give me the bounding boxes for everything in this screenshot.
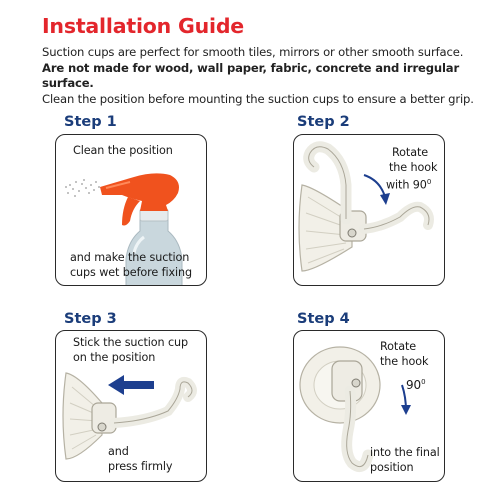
step-3-instruction-bottom-1: and xyxy=(108,445,129,458)
intro-line-3: Clean the position before mounting the suction cups to ensure a better grip. xyxy=(42,91,474,106)
intro-line-2-warning: Are not made for wood, wall paper, fabric, concrete and irregular surface. xyxy=(42,60,460,90)
step-2-panel xyxy=(293,134,445,286)
step-2-angle-value: with 90 xyxy=(386,178,427,192)
step-1-instruction-bottom-1: and make the suction xyxy=(70,251,190,264)
step-4-heading: Step 4 xyxy=(297,311,350,327)
step-2-instruction-3 xyxy=(386,175,431,193)
step-4-instruction-bottom-1: into the final xyxy=(370,446,440,459)
step-2-instruction-2: the hook xyxy=(389,161,438,174)
step-3-instruction-top-1: Stick the suction cup xyxy=(73,336,188,349)
step-3-instruction-bottom-2: press firmly xyxy=(108,460,173,473)
step-1-instruction-bottom-2: cups wet before fixing xyxy=(70,266,193,279)
step-4-instruction-2: the hook xyxy=(380,355,429,368)
step-2-angle-degree: 0 xyxy=(426,178,432,186)
step-1-panel xyxy=(55,134,207,286)
step-3-panel xyxy=(55,330,207,482)
step-1-heading: Step 1 xyxy=(64,114,117,130)
intro-text xyxy=(42,45,482,107)
intro-line-1: Suction cups are perfect for smooth tiles, mirrors or other smooth surface. xyxy=(42,45,464,59)
guide-title: Installation Guide xyxy=(42,14,245,38)
step-4-instruction-1: Rotate xyxy=(380,340,417,353)
step-4-angle-value: 90 xyxy=(406,378,422,392)
step-4-angle-degree: 0 xyxy=(421,378,426,386)
step-2-instruction-1: Rotate xyxy=(392,146,429,159)
step-4-instruction-3 xyxy=(406,375,425,393)
step-3-heading: Step 3 xyxy=(64,311,117,327)
step-4-panel xyxy=(293,330,445,482)
step-1-instruction-top: Clean the position xyxy=(73,144,173,157)
step-3-instruction-top-2: on the position xyxy=(73,351,156,364)
step-4-instruction-bottom-2: position xyxy=(370,461,414,474)
step-2-heading: Step 2 xyxy=(297,114,350,130)
